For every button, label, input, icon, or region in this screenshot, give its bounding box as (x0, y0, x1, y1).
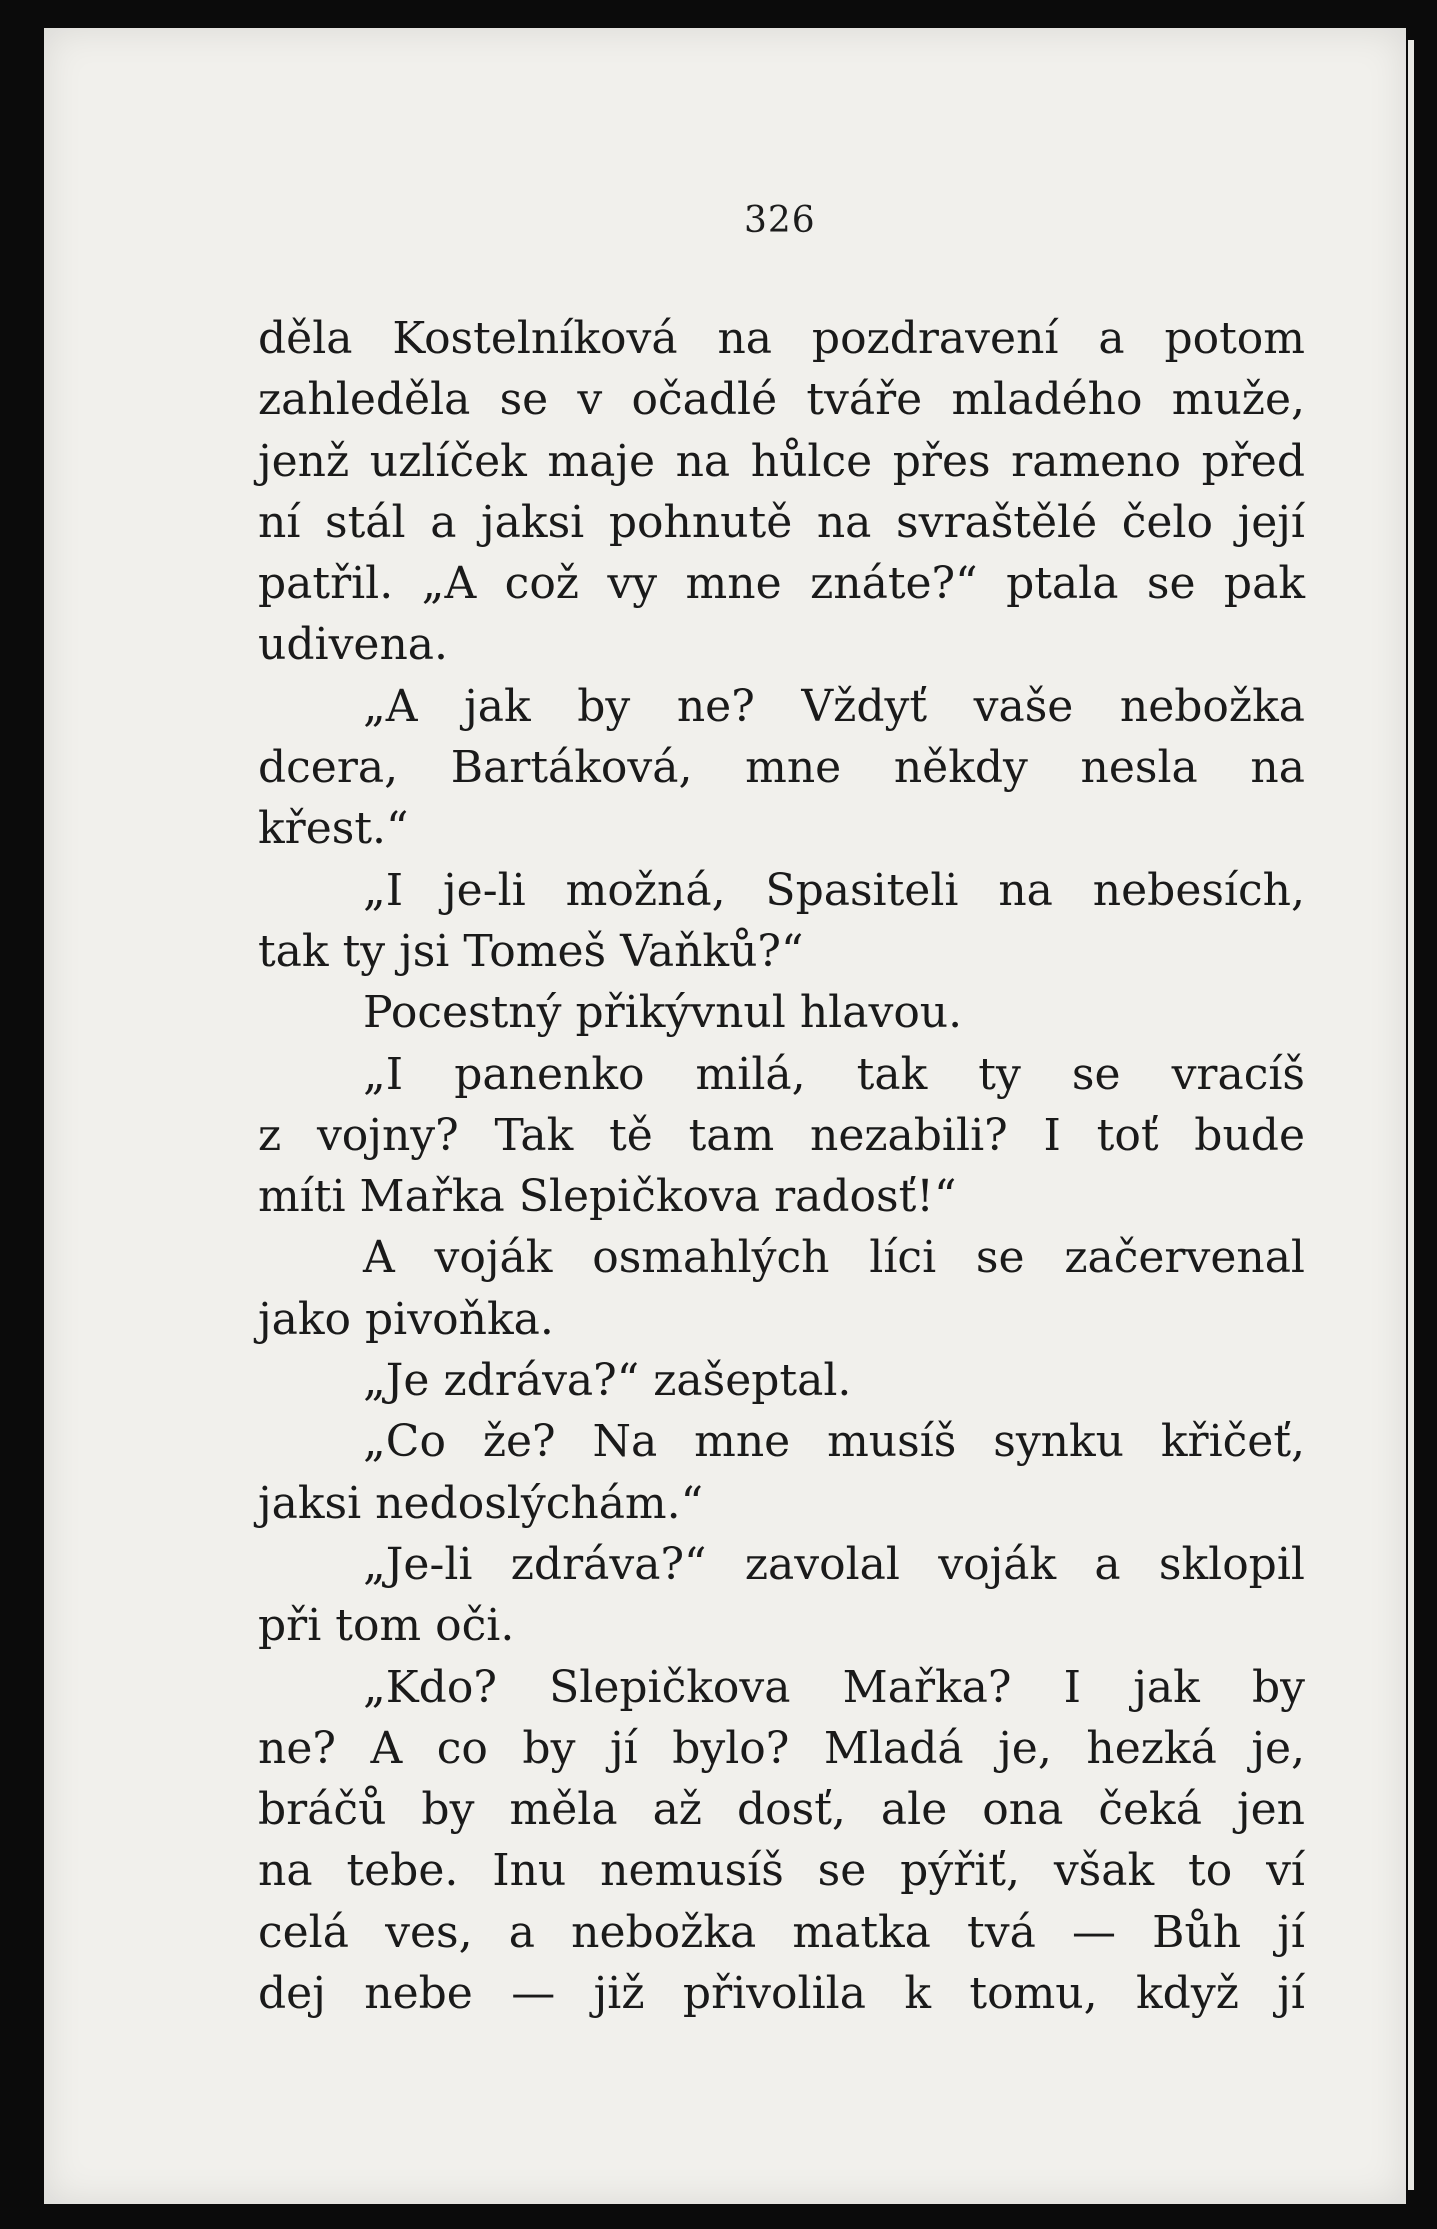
text-line: ní stál a jaksi pohnutě na svraštělé čelo její (258, 496, 1305, 548)
text-line: „I je-li možná, Spasiteli na nebesích, (363, 864, 1305, 916)
text-line: udivena. (258, 619, 449, 671)
text-line: na tebe. Inu nemusíš se pýřiť, však to ví (258, 1845, 1305, 1897)
text-line: dcera, Bartáková, mne někdy nesla na (258, 742, 1305, 794)
text-line: „Co že? Na mne musíš synku křičeť, (363, 1416, 1305, 1468)
text-line: z vojny? Tak tě tam nezabili? I toť bude (258, 1109, 1305, 1161)
text-line: „Je zdráva?“ zašeptal. (363, 1355, 852, 1407)
text-line: „I panenko milá, tak ty se vracíš (363, 1048, 1305, 1100)
text-line: jaksi nedoslýchám.“ (258, 1477, 704, 1529)
text-line: bráčů by měla až dosť, ale ona čeká jen (258, 1784, 1305, 1836)
text-line: jako pivoňka. (258, 1293, 554, 1345)
page-number: 326 (744, 200, 816, 241)
text-line: ne? A co by jí bylo? Mladá je, hezká je, (258, 1722, 1305, 1774)
text-line: tak ty jsi Tomeš Vaňků?“ (258, 925, 804, 977)
text-line: „A jak by ne? Vždyť vaše nebožka (363, 680, 1305, 732)
body-text (258, 308, 1305, 2024)
book-page (44, 28, 1406, 2204)
text-line: „Je-li zdráva?“ zavolal voják a sklopil (363, 1538, 1305, 1590)
text-line: Pocestný přikývnul hlavou. (363, 987, 963, 1039)
page-edge (1408, 40, 1414, 2190)
text-line: zahleděla se v očadlé tváře mladého muže, (258, 374, 1305, 426)
text-line: celá ves, a nebožka matka tvá — Bůh jí (258, 1906, 1305, 1958)
text-line: jenž uzlíček maje na hůlce přes rameno před (258, 435, 1305, 487)
text-line: A voják osmahlých líci se začervenal (363, 1232, 1305, 1284)
text-line: křest.“ (258, 803, 409, 855)
text-line: míti Mařka Slepičkova radosť!“ (258, 1171, 957, 1223)
text-line: „Kdo? Slepičkova Mařka? I jak by (363, 1661, 1305, 1713)
text-line: dej nebe — již přivolila k tomu, když jí (258, 1968, 1305, 2020)
text-line: patřil. „A což vy mne znáte?“ ptala se pak (258, 558, 1305, 610)
text-line: děla Kostelníková na pozdravení a potom (258, 313, 1305, 364)
text-line: při tom oči. (258, 1600, 515, 1652)
